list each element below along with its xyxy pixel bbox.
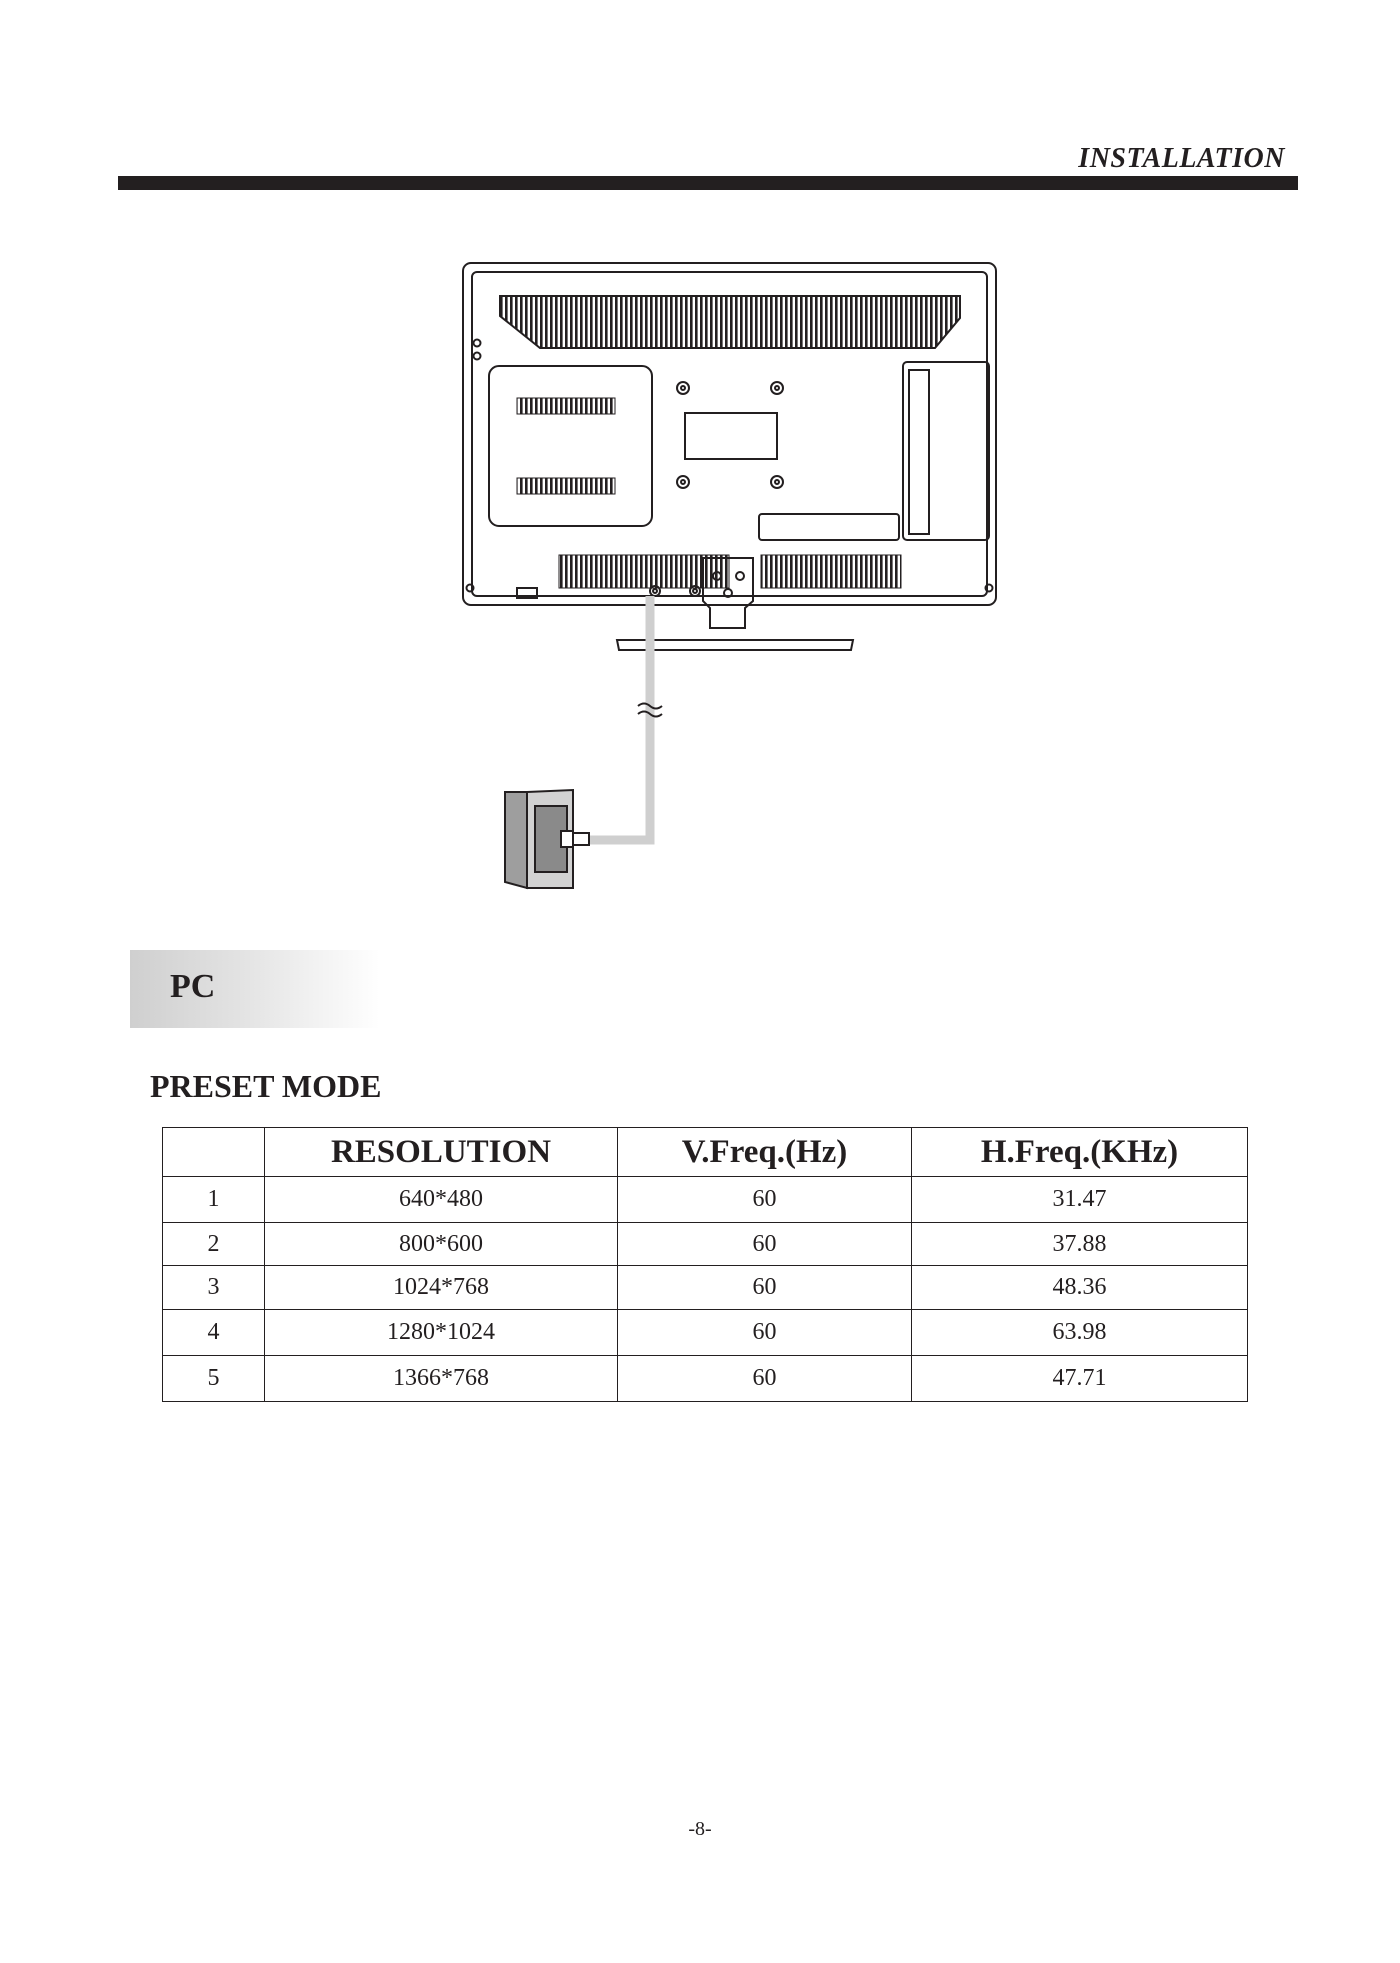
row-number: 1 xyxy=(163,1177,265,1223)
header-rule xyxy=(118,176,1298,190)
row-number: 3 xyxy=(163,1266,265,1310)
table-row xyxy=(163,1310,1248,1356)
row-number: 2 xyxy=(163,1223,265,1266)
table-row xyxy=(163,1223,1248,1266)
table-row xyxy=(163,1177,1248,1223)
preset-mode-table xyxy=(162,1127,1248,1402)
row-number: 5 xyxy=(163,1356,265,1402)
hfreq-cell: 37.88 xyxy=(912,1223,1248,1266)
pc-section-banner xyxy=(130,950,380,1028)
resolution-cell: 1024*768 xyxy=(265,1266,618,1310)
vesa-screw-br xyxy=(771,476,783,488)
column-header-vfreq: V.Freq.(Hz) xyxy=(618,1128,912,1177)
resolution-cell: 640*480 xyxy=(265,1177,618,1223)
tv-rear-connection-figure xyxy=(455,258,1015,898)
vfreq-cell: 60 xyxy=(618,1356,912,1402)
vesa-screw-bl xyxy=(677,476,689,488)
row-number: 4 xyxy=(163,1310,265,1356)
hfreq-cell: 63.98 xyxy=(912,1310,1248,1356)
resolution-cell: 800*600 xyxy=(265,1223,618,1266)
wall-antenna-socket xyxy=(505,790,589,888)
column-header-number xyxy=(163,1128,265,1177)
top-vent-outline xyxy=(500,296,960,348)
vfreq-cell: 60 xyxy=(618,1310,912,1356)
vesa-screw-tl xyxy=(677,382,689,394)
right-side-panel xyxy=(903,362,989,540)
table-row xyxy=(163,1266,1248,1310)
terminal-block xyxy=(759,514,899,540)
antenna-cable xyxy=(587,596,650,840)
resolution-cell: 1280*1024 xyxy=(265,1310,618,1356)
vfreq-cell: 60 xyxy=(618,1223,912,1266)
label-plate xyxy=(685,413,777,459)
pc-section-label: PC xyxy=(170,968,216,1005)
table-row xyxy=(163,1356,1248,1402)
section-title: INSTALLATION xyxy=(1078,143,1285,174)
table-header-row xyxy=(163,1128,1248,1177)
vesa-screw-tr xyxy=(771,382,783,394)
left-screw-top xyxy=(474,340,481,347)
left-board-panel xyxy=(489,366,652,526)
bottom-vent-right xyxy=(761,555,901,588)
preset-mode-title: PRESET MODE xyxy=(150,1068,382,1104)
resolution-cell: 1366*768 xyxy=(265,1356,618,1402)
column-header-resolution: RESOLUTION xyxy=(265,1128,618,1177)
column-header-hfreq: H.Freq.(KHz) xyxy=(912,1128,1248,1177)
board-connector-row-bottom xyxy=(517,478,615,494)
hfreq-cell: 48.36 xyxy=(912,1266,1248,1310)
page-number: -8- xyxy=(688,1818,712,1840)
left-screw-bottom xyxy=(474,353,481,360)
vfreq-cell: 60 xyxy=(618,1177,912,1223)
vfreq-cell: 60 xyxy=(618,1266,912,1310)
hfreq-cell: 47.71 xyxy=(912,1356,1248,1402)
board-connector-row-top xyxy=(517,398,615,414)
hfreq-cell: 31.47 xyxy=(912,1177,1248,1223)
